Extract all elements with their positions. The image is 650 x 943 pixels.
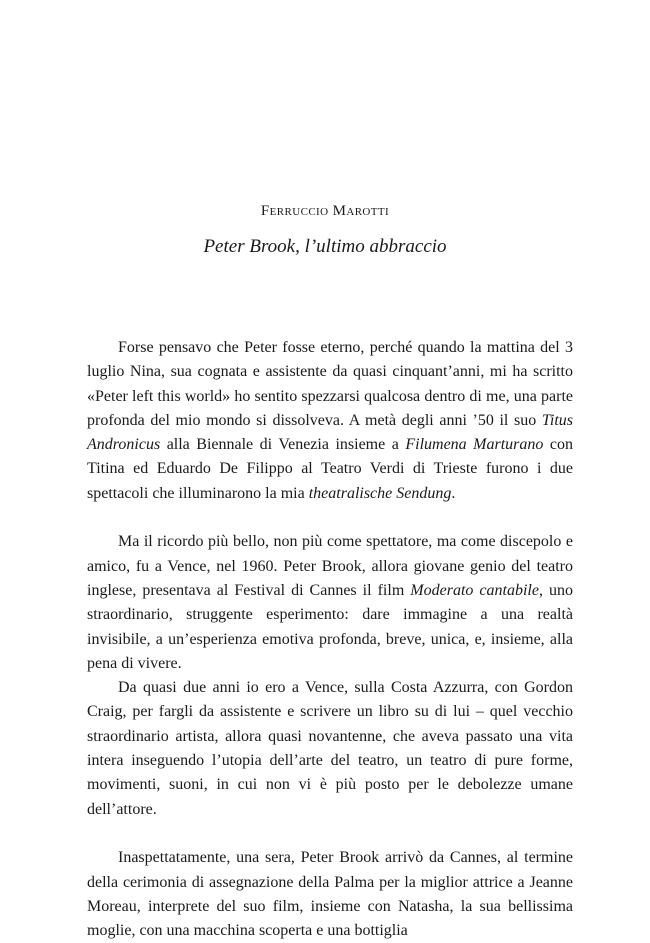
paragraph: Inaspettatamente, una sera, Peter Brook arrivò da Cannes, al termine della cerimonia di assegnazione della Palma per la miglior attrice a Jeanne Moreau, interprete del suo film, insieme con Natasha, la sua bellissima moglie, con una macchina scoperta e una bottiglia (87, 849, 573, 940)
paragraph: Forse pensavo che Peter fosse eterno, perché quando la mattina del 3 luglio Nina, sua cognata e assistente da quasi cinquant’anni, mi ha scritto «Peter left this world» ho sentito spezzarsi qualcosa dentro di me, una parte profonda del mio mondo si dissolveva. A metà degli anni ’50 il suo Titus Andronicus alla Biennale di Venezia insieme a Filumena Marturano con Titina ed Eduardo De Filippo al Teatro Verdi di Trieste furono i due spettacoli che illuminarono la mia theatralische Sendung. (87, 339, 574, 502)
chapter-title: Peter Brook, l’ultimo abbraccio (203, 236, 447, 257)
paragraph: Ma il ricordo più bello, non più come spettatore, ma come discepolo e amico, fu a Vence, nel 1960. Peter Brook, allora giovane genio del teatro inglese, presentava al Festival di Cannes il film Moderato cantabile, uno straordinario, struggente esperimento: dare immagine a una realtà invisibile, a un’esperienza emotiva profonda, breve, unica, e, insieme, alla pena di vivere. (87, 533, 573, 672)
author-name: Ferruccio Marotti (260, 203, 390, 219)
paragraph: Da quasi due anni io ero a Vence, sulla Costa Azzurra, con Gordon Craig, per fargli da assistente e scrivere un libro su di lui – quel vecchio straordinario artista, allora quasi novantenne, che aveva passato una vita intera inseguendo l’utopia dell’arte del teatro, un teatro di pure forme, movimenti, suoni, in cui non vi è più posto per le debolezze umane dell’attore. (87, 679, 573, 818)
body-text (87, 336, 573, 943)
